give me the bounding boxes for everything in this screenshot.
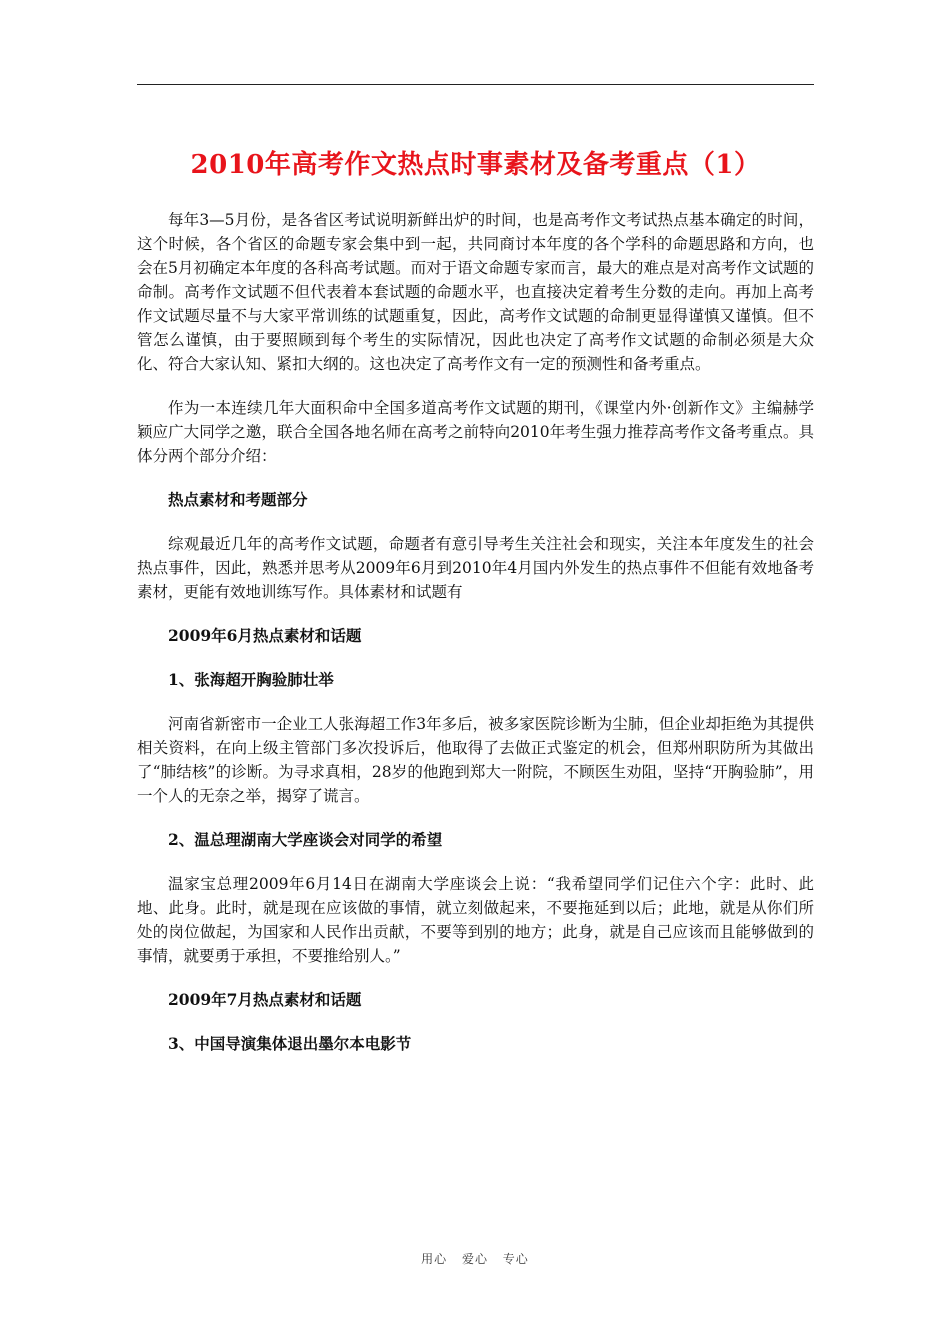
document-title: 2010年高考作文热点时事素材及备考重点（1） <box>190 150 761 180</box>
document-body <box>137 208 814 1076</box>
item-2-title: 2、温总理湖南大学座谈会对同学的希望 <box>168 830 443 849</box>
section-heading: 热点素材和考题部分 <box>168 490 308 509</box>
intro-paragraph-1: 每年3—5月份，是各省区考试说明新鲜出炉的时间，也是高考作文考试热点基本确定的时间，这个时候，各个省区的命题专家会集中到一起，共同商讨本年度的各个学科的命题思路和方向，也会在5月初确定本年度的各科高考试题。而对于语文命题专家而言，最大的难点是对高考作文试题的命制。高考作文试题不但代表着本套试题的命题水平，也直接决定着考生分数的走向。再加上高考作文试题尽量不与大家平常训练的试题重复，因此，高考作文试题的命制更显得谨慎又谨慎。但不管怎么谨慎，由于要照顾到每个考生的实际情况，因此也决定了高考作文试题的命制必须是大众化、符合大家认知、紧扣大纲的。这也决定了高考作文有一定的预测性和备考重点。 <box>137 211 814 373</box>
item-2-body: 温家宝总理2009年6月14日在湖南大学座谈会上说：“我希望同学们记住六个字：此时、此地、此身。此时，就是现在应该做的事情，就立刻做起来，不要拖延到以后；此地，就是从你们所处的岗位做起，为国家和人民作出贡献，不要等到别的地方；此身，就是自己应该而且能够做到的事情，就要勇于承担，不要推给别人。” <box>137 875 814 965</box>
month-heading-july: 2009年7月热点素材和话题 <box>168 990 362 1009</box>
intro-paragraph-2: 作为一本连续几年大面积命中全国多道高考作文试题的期刊，《课堂内外·创新作文》主编赫学颖应广大同学之邀，联合全国各地名师在高考之前特向2010年考生强力推荐高考作文备考重点。具体分两个部分介绍： <box>137 399 814 465</box>
month-heading-june: 2009年6月热点素材和话题 <box>168 626 362 645</box>
header-rule <box>137 84 814 85</box>
page-footer: 用心 爱心 专心 <box>421 1252 529 1266</box>
section-intro-paragraph: 综观最近几年的高考作文试题，命题者有意引导考生关注社会和现实，关注本年度发生的社会热点事件，因此，熟悉并思考从2009年6月到2010年4月国内外发生的热点事件不但能有效地备考素材，更能有效地训练写作。具体素材和试题有 <box>137 535 814 601</box>
item-1-title: 1、张海超开胸验肺壮举 <box>168 670 334 689</box>
item-1-body: 河南省新密市一企业工人张海超工作3年多后，被多家医院诊断为尘肺，但企业却拒绝为其提供相关资料，在向上级主管部门多次投诉后，他取得了去做正式鉴定的机会，但郑州职防所为其做出了“肺结核”的诊断。为寻求真相，28岁的他跑到郑大一附院，不顾医生劝阻，坚持“开胸验肺”，用一个人的无奈之举，揭穿了谎言。 <box>137 715 814 805</box>
item-3-title: 3、中国导演集体退出墨尔本电影节 <box>168 1034 412 1053</box>
